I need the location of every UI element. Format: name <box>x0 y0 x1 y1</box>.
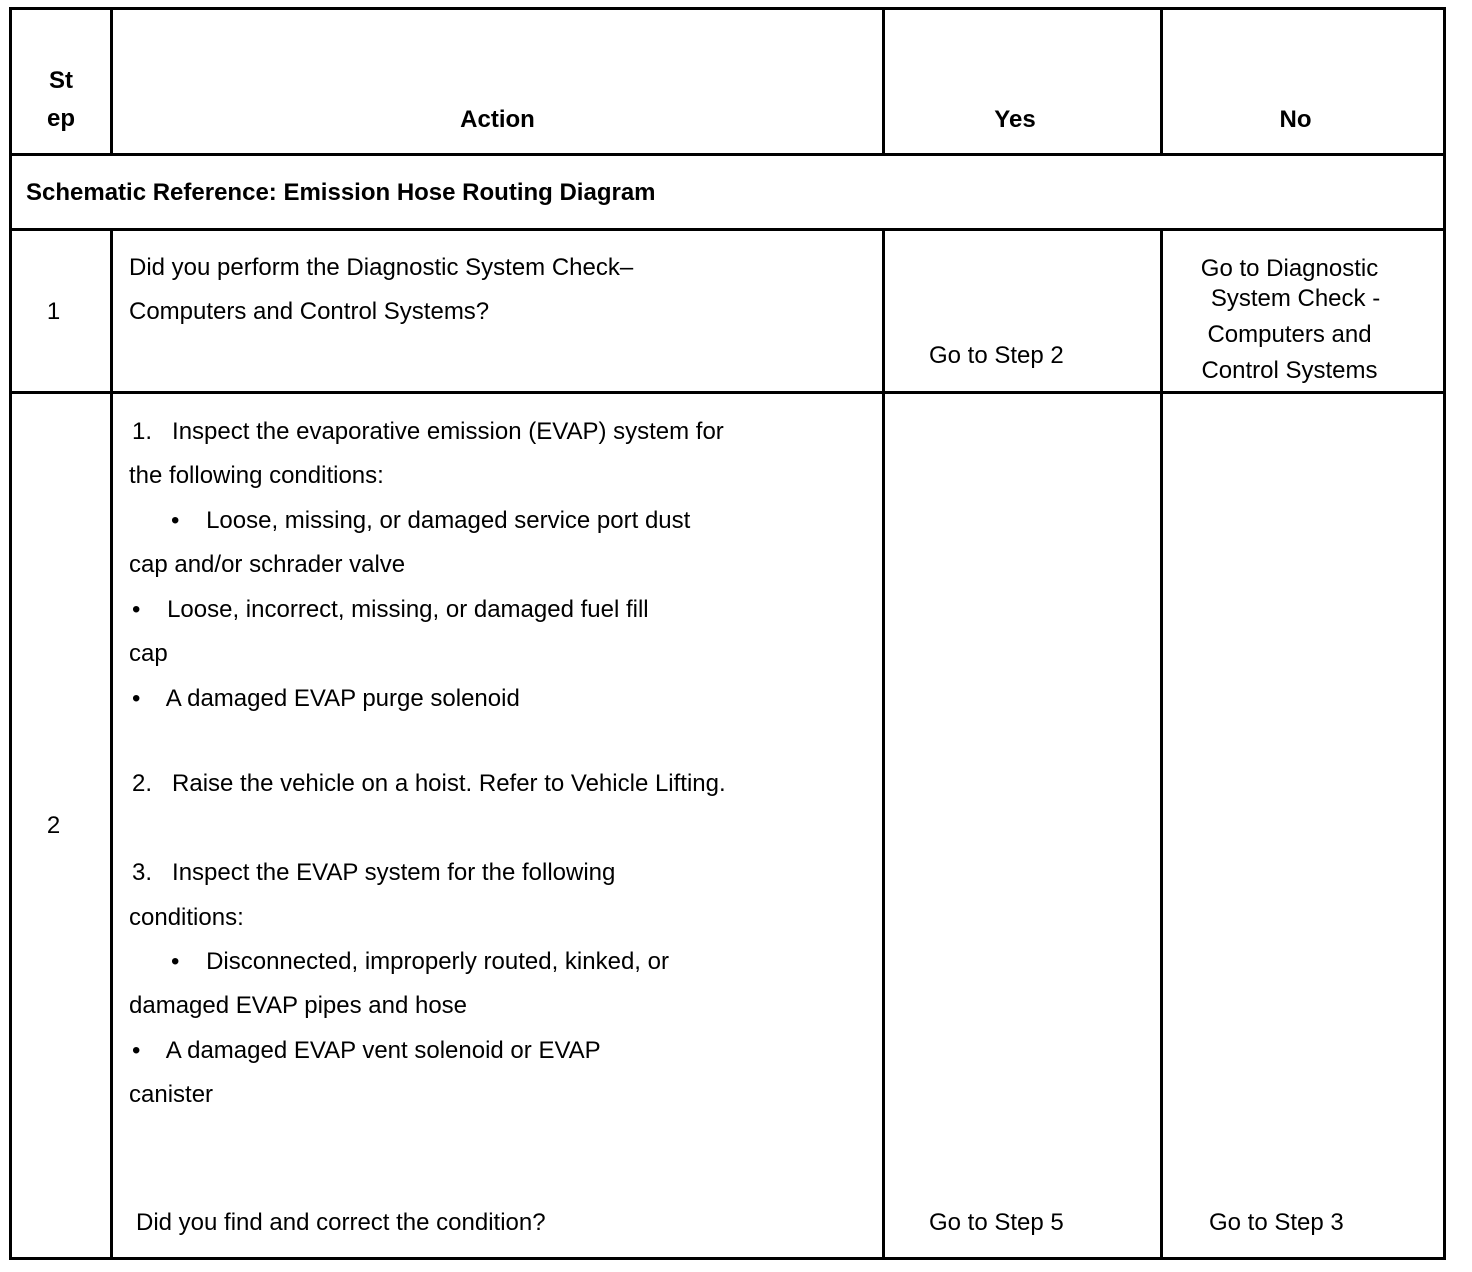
header-yes: Yes <box>994 106 1036 133</box>
header-step <box>12 67 110 133</box>
action-text: • A damaged EVAP purge solenoid <box>132 685 520 712</box>
no-result-line: System Check - <box>1210 285 1381 312</box>
no-result-line: Control Systems <box>1201 357 1378 384</box>
action-text: • Disconnected, improperly routed, kinked, or <box>171 948 669 975</box>
table-border-top <box>9 7 1446 10</box>
action-text: • A damaged EVAP vent solenoid or EVAP <box>132 1037 601 1064</box>
header-step-line: ep <box>46 105 75 132</box>
action-text: • Loose, incorrect, missing, or damaged fuel fill <box>132 596 649 623</box>
table-border-left <box>9 7 12 1260</box>
row-divider <box>9 391 1446 394</box>
no-result: Go to Step 3 <box>1209 1209 1344 1236</box>
header-action: Action <box>460 106 535 133</box>
action-text: Did you perform the Diagnostic System Check– <box>129 254 634 281</box>
action-text: 3. Inspect the EVAP system for the following <box>132 859 616 886</box>
action-text: cap <box>129 640 168 667</box>
action-text: damaged EVAP pipes and hose <box>129 992 468 1019</box>
action-text: 1. Inspect the evaporative emission (EVAP) system for <box>132 418 724 445</box>
step-number: 2 <box>46 812 61 839</box>
column-divider-action <box>882 228 885 1260</box>
yes-result: Go to Step 2 <box>929 342 1064 369</box>
no-result-line: Computers and <box>1207 321 1372 348</box>
no-result-line: Go to Diagnostic <box>1200 255 1379 282</box>
table-border-right <box>1443 7 1446 1260</box>
column-divider-step <box>110 228 113 1260</box>
action-text: cap and/or schrader valve <box>129 551 406 578</box>
schematic-divider <box>9 228 1446 231</box>
schematic-reference: Schematic Reference: Emission Hose Routing Diagram <box>26 179 656 206</box>
no-result <box>1163 254 1416 386</box>
action-text: the following conditions: <box>129 462 384 489</box>
action-text: Did you find and correct the condition? <box>136 1209 546 1236</box>
yes-result: Go to Step 5 <box>929 1209 1064 1236</box>
table-border-bottom <box>9 1257 1446 1260</box>
header-step-line: St <box>49 67 73 94</box>
action-text: 2. Raise the vehicle on a hoist. Refer to Vehicle Lifting. <box>132 770 726 797</box>
action-text: • Loose, missing, or damaged service port dust <box>171 507 691 534</box>
header-divider <box>9 153 1446 156</box>
header-no: No <box>1279 106 1312 133</box>
action-text: conditions: <box>129 904 244 931</box>
action-text: Computers and Control Systems? <box>129 298 490 325</box>
step-number: 1 <box>46 298 61 325</box>
action-text: canister <box>129 1081 214 1108</box>
